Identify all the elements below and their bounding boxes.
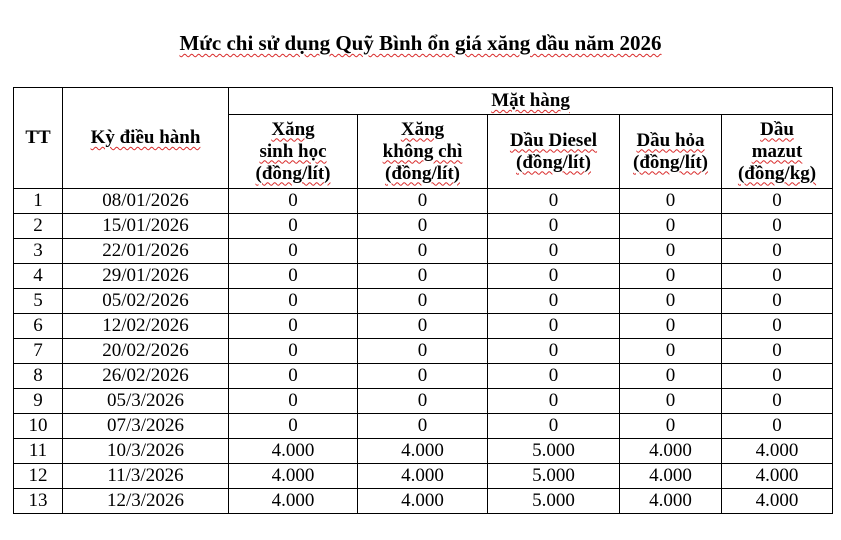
cell-xang-sinh-hoc: 0 bbox=[229, 214, 358, 239]
cell-xang-sinh-hoc: 0 bbox=[229, 239, 358, 264]
cell-dau-hoa: 0 bbox=[620, 214, 722, 239]
cell-tt: 7 bbox=[14, 339, 63, 364]
cell-tt: 10 bbox=[14, 414, 63, 439]
header-product-line2: (đồng/lít) bbox=[633, 151, 708, 173]
cell-dau-diesel: 0 bbox=[488, 414, 620, 439]
cell-dau-mazut: 0 bbox=[722, 264, 833, 289]
cell-dau-hoa: 0 bbox=[620, 414, 722, 439]
title-text: Mức chi sử dụng Quỹ Bình ổn giá xăng dầu năm 2026 bbox=[179, 31, 662, 55]
cell-xang-khong-chi: 0 bbox=[358, 264, 488, 289]
cell-dau-hoa: 0 bbox=[620, 339, 722, 364]
header-product-line2: không chì bbox=[382, 140, 463, 162]
cell-dau-hoa: 4.000 bbox=[620, 464, 722, 489]
cell-dau-mazut: 0 bbox=[722, 189, 833, 214]
header-product-line2: (đồng/lít) bbox=[516, 151, 591, 173]
cell-dau-mazut: 0 bbox=[722, 339, 833, 364]
header-product-line1: Xăng bbox=[271, 118, 315, 140]
cell-xang-sinh-hoc: 0 bbox=[229, 364, 358, 389]
cell-period: 08/01/2026 bbox=[63, 189, 229, 214]
cell-xang-khong-chi: 4.000 bbox=[358, 439, 488, 464]
cell-dau-mazut: 0 bbox=[722, 214, 833, 239]
header-period bbox=[63, 88, 229, 189]
cell-xang-sinh-hoc: 0 bbox=[229, 289, 358, 314]
header-product-line1: Dầu bbox=[760, 118, 794, 140]
cell-xang-khong-chi: 0 bbox=[358, 389, 488, 414]
cell-tt: 13 bbox=[14, 489, 63, 514]
document-title bbox=[0, 30, 841, 56]
cell-dau-diesel: 0 bbox=[488, 189, 620, 214]
cell-dau-diesel: 0 bbox=[488, 264, 620, 289]
cell-dau-hoa: 0 bbox=[620, 239, 722, 264]
table-row bbox=[14, 489, 833, 514]
cell-dau-hoa: 4.000 bbox=[620, 489, 722, 514]
cell-dau-hoa: 0 bbox=[620, 264, 722, 289]
cell-xang-khong-chi: 4.000 bbox=[358, 464, 488, 489]
table-row bbox=[14, 189, 833, 214]
cell-tt: 2 bbox=[14, 214, 63, 239]
cell-tt: 12 bbox=[14, 464, 63, 489]
cell-dau-mazut: 0 bbox=[722, 289, 833, 314]
cell-period: 20/02/2026 bbox=[63, 339, 229, 364]
cell-period: 12/3/2026 bbox=[63, 489, 229, 514]
cell-dau-diesel: 0 bbox=[488, 289, 620, 314]
fuel-fund-table bbox=[13, 87, 833, 514]
cell-xang-sinh-hoc: 0 bbox=[229, 189, 358, 214]
cell-tt: 11 bbox=[14, 439, 63, 464]
cell-xang-khong-chi: 0 bbox=[358, 289, 488, 314]
header-product-line1: Dầu hỏa bbox=[636, 129, 705, 151]
table-row bbox=[14, 339, 833, 364]
cell-xang-sinh-hoc: 0 bbox=[229, 314, 358, 339]
cell-period: 11/3/2026 bbox=[63, 464, 229, 489]
cell-dau-diesel: 5.000 bbox=[488, 439, 620, 464]
cell-dau-diesel: 5.000 bbox=[488, 489, 620, 514]
cell-xang-sinh-hoc: 4.000 bbox=[229, 464, 358, 489]
cell-period: 22/01/2026 bbox=[63, 239, 229, 264]
cell-dau-diesel: 0 bbox=[488, 339, 620, 364]
header-product-line1: Dầu Diesel bbox=[509, 129, 598, 151]
cell-dau-mazut: 4.000 bbox=[722, 464, 833, 489]
cell-period: 05/02/2026 bbox=[63, 289, 229, 314]
header-product-line2: mazut bbox=[751, 140, 803, 162]
cell-dau-mazut: 0 bbox=[722, 389, 833, 414]
cell-tt: 3 bbox=[14, 239, 63, 264]
cell-dau-mazut: 4.000 bbox=[722, 439, 833, 464]
table-row bbox=[14, 414, 833, 439]
header-product-line1: Xăng bbox=[400, 118, 445, 140]
cell-tt: 6 bbox=[14, 314, 63, 339]
cell-dau-mazut: 0 bbox=[722, 364, 833, 389]
cell-period: 12/02/2026 bbox=[63, 314, 229, 339]
cell-dau-hoa: 0 bbox=[620, 364, 722, 389]
header-product bbox=[358, 115, 488, 189]
header-product-line3: (đồng/lít) bbox=[385, 162, 460, 184]
cell-xang-khong-chi: 0 bbox=[358, 364, 488, 389]
header-group-products bbox=[229, 88, 833, 115]
table-row bbox=[14, 464, 833, 489]
cell-period: 05/3/2026 bbox=[63, 389, 229, 414]
header-product-line3: (đồng/lít) bbox=[255, 162, 331, 184]
header-product bbox=[620, 115, 722, 189]
table-row bbox=[14, 214, 833, 239]
cell-tt: 1 bbox=[14, 189, 63, 214]
header-period-label: Kỳ điều hành bbox=[90, 127, 201, 148]
cell-dau-hoa: 0 bbox=[620, 289, 722, 314]
cell-period: 26/02/2026 bbox=[63, 364, 229, 389]
table-row bbox=[14, 289, 833, 314]
header-product-line3: (đồng/kg) bbox=[737, 162, 817, 184]
cell-dau-diesel: 0 bbox=[488, 214, 620, 239]
cell-xang-sinh-hoc: 0 bbox=[229, 264, 358, 289]
cell-xang-khong-chi: 0 bbox=[358, 239, 488, 264]
cell-xang-sinh-hoc: 0 bbox=[229, 339, 358, 364]
header-product bbox=[722, 115, 833, 189]
cell-dau-hoa: 0 bbox=[620, 189, 722, 214]
cell-dau-diesel: 0 bbox=[488, 389, 620, 414]
header-tt: TT bbox=[14, 88, 63, 189]
cell-xang-sinh-hoc: 0 bbox=[229, 414, 358, 439]
cell-dau-mazut: 0 bbox=[722, 239, 833, 264]
table-row bbox=[14, 364, 833, 389]
table-row bbox=[14, 264, 833, 289]
cell-xang-khong-chi: 0 bbox=[358, 214, 488, 239]
header-product bbox=[488, 115, 620, 189]
table-row bbox=[14, 314, 833, 339]
cell-dau-diesel: 5.000 bbox=[488, 464, 620, 489]
cell-xang-khong-chi: 0 bbox=[358, 189, 488, 214]
cell-dau-hoa: 0 bbox=[620, 389, 722, 414]
cell-tt: 4 bbox=[14, 264, 63, 289]
cell-dau-diesel: 0 bbox=[488, 239, 620, 264]
cell-xang-khong-chi: 0 bbox=[358, 339, 488, 364]
cell-xang-khong-chi: 4.000 bbox=[358, 489, 488, 514]
cell-xang-khong-chi: 0 bbox=[358, 414, 488, 439]
cell-xang-sinh-hoc: 4.000 bbox=[229, 489, 358, 514]
cell-dau-hoa: 0 bbox=[620, 314, 722, 339]
cell-dau-mazut: 0 bbox=[722, 414, 833, 439]
cell-xang-khong-chi: 0 bbox=[358, 314, 488, 339]
cell-tt: 9 bbox=[14, 389, 63, 414]
header-product-line2: sinh học bbox=[259, 140, 327, 162]
table-row bbox=[14, 239, 833, 264]
cell-period: 07/3/2026 bbox=[63, 414, 229, 439]
table-body bbox=[14, 189, 833, 514]
cell-xang-sinh-hoc: 4.000 bbox=[229, 439, 358, 464]
cell-dau-mazut: 0 bbox=[722, 314, 833, 339]
table-row bbox=[14, 389, 833, 414]
cell-xang-sinh-hoc: 0 bbox=[229, 389, 358, 414]
header-group-label: Mặt hàng bbox=[491, 90, 570, 111]
cell-dau-diesel: 0 bbox=[488, 314, 620, 339]
cell-tt: 8 bbox=[14, 364, 63, 389]
table-header bbox=[14, 88, 833, 189]
cell-tt: 5 bbox=[14, 289, 63, 314]
cell-dau-diesel: 0 bbox=[488, 364, 620, 389]
cell-dau-hoa: 4.000 bbox=[620, 439, 722, 464]
cell-period: 10/3/2026 bbox=[63, 439, 229, 464]
cell-period: 15/01/2026 bbox=[63, 214, 229, 239]
cell-dau-mazut: 4.000 bbox=[722, 489, 833, 514]
cell-period: 29/01/2026 bbox=[63, 264, 229, 289]
table-row bbox=[14, 439, 833, 464]
header-row-1 bbox=[14, 88, 833, 115]
header-product bbox=[229, 115, 358, 189]
